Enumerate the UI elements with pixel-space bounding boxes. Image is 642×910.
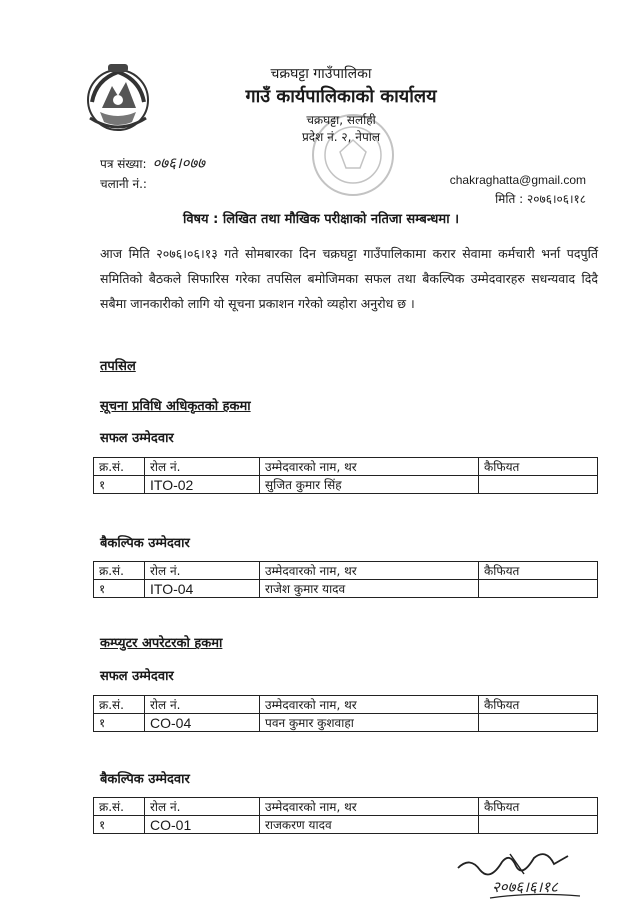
header-roll: रोल नं. [145, 696, 260, 714]
handwritten-signature [450, 848, 600, 910]
table-header-row [94, 562, 598, 580]
header-sn: क्र.सं. [94, 458, 145, 476]
chalani-number [100, 175, 147, 192]
address-line-1: चक्रघट्टा, सर्लाही [306, 113, 376, 127]
cell-sn: १ [94, 816, 145, 834]
header-remarks: कैफियत [479, 458, 598, 476]
office-address [0, 112, 642, 146]
cell-name: पवन कुमार कुशवाहा [260, 714, 479, 732]
header-roll: रोल नं. [145, 562, 260, 580]
group-heading-successful: सफल उम्मेदवार [100, 669, 174, 684]
header-name: उम्मेदवारको नाम, थर [260, 458, 479, 476]
signature-date: २०७६।६।१८ [492, 878, 558, 896]
header-name: उम्मेदवारको नाम, थर [260, 798, 479, 816]
table-header-row [94, 696, 598, 714]
header-remarks: कैफियत [479, 798, 598, 816]
table-header-row [94, 458, 598, 476]
header-sn: क्र.सं. [94, 798, 145, 816]
header-sn: क्र.सं. [94, 562, 145, 580]
patra-label: पत्र संख्या: [100, 157, 147, 171]
tapasil-heading: तपसिल [100, 359, 136, 374]
group-heading-alternate: बैकल्पिक उम्मेदवार [100, 772, 190, 787]
cell-sn: १ [94, 714, 145, 732]
cell-roll: ITO-04 [145, 580, 260, 598]
chalani-label: चलानी नं.: [100, 177, 147, 191]
header-remarks: कैफियत [479, 696, 598, 714]
candidate-table [93, 797, 598, 834]
table-row [94, 816, 598, 834]
cell-remarks [479, 580, 598, 598]
header-roll: रोल नं. [145, 458, 260, 476]
patra-sankhya [100, 153, 205, 173]
subject-line: विषय : लिखित तथा मौखिक परीक्षाको नतिजा सम्बन्धमा । [182, 212, 460, 227]
candidate-table [93, 561, 598, 598]
post-heading-computer-operator: कम्प्युटर अपरेटरको हकमा [100, 636, 223, 651]
cell-roll: CO-04 [145, 714, 260, 732]
cell-remarks [479, 816, 598, 834]
body-paragraph: आज मिति २०७६।०६।१३ गते सोमबारका दिन चक्रघट्टा गाउँपालिकामा करार सेवामा कर्मचारी भर्ना पदपुर्ति समितिको बैठकले सिफारिस गरेका तपसिल बमोजिमका सफल तथा बैकल्पिक उम्मेदवारहरु सधन्यवाद दिदै सबैमा जानकारीको लागि यो सूचना प्रकाशन गरेको व्यहोरा अनुरोध छ । [100, 246, 598, 311]
table-row [94, 580, 598, 598]
office-email: chakraghatta@gmail.com [449, 173, 586, 187]
cell-name: राजकरण यादव [260, 816, 479, 834]
cell-roll: ITO-02 [145, 476, 260, 494]
header-sn: क्र.सं. [94, 696, 145, 714]
candidate-table [93, 457, 598, 494]
address-line-2: प्रदेश नं. २, नेपाल [301, 130, 381, 144]
header-name: उम्मेदवारको नाम, थर [260, 562, 479, 580]
header-name: उम्मेदवारको नाम, थर [260, 696, 479, 714]
cell-remarks [479, 714, 598, 732]
cell-name: राजेश कुमार यादव [260, 580, 479, 598]
cell-name: सुजित कुमार सिंह [260, 476, 479, 494]
header-remarks: कैफियत [479, 562, 598, 580]
cell-roll: CO-01 [145, 816, 260, 834]
header-roll: रोल नं. [145, 798, 260, 816]
post-heading-ito: सूचना प्रविधि अधिकृतको हकमा [100, 399, 251, 414]
table-row [94, 714, 598, 732]
patra-value: ०७६।०७७ [152, 154, 205, 172]
table-row [94, 476, 598, 494]
cell-remarks [479, 476, 598, 494]
letter-date: मिति : २०७६।०६।१८ [495, 192, 586, 206]
office-title: गाउँ कार्यपालिकाको कार्यालय [245, 86, 437, 107]
candidate-table [93, 695, 598, 732]
municipality-name: चक्रघट्टा गाउँपालिका [270, 66, 372, 82]
cell-sn: १ [94, 580, 145, 598]
group-heading-alternate: बैकल्पिक उम्मेदवार [100, 536, 190, 551]
cell-sn: १ [94, 476, 145, 494]
group-heading-successful: सफल उम्मेदवार [100, 431, 174, 446]
table-header-row [94, 798, 598, 816]
